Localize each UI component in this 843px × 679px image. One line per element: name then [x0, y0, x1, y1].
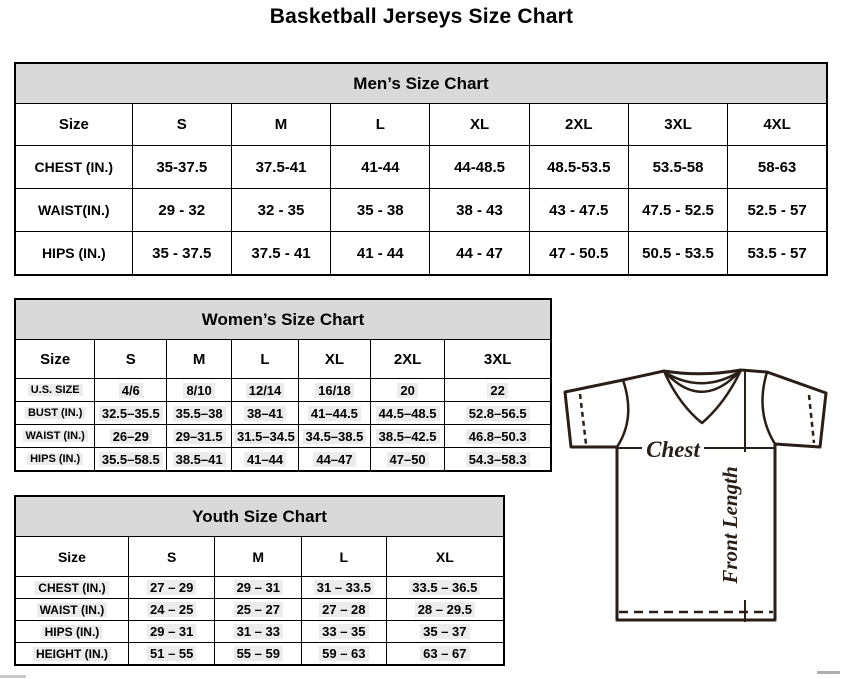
size-value	[302, 577, 387, 599]
column-header: 3XL	[445, 340, 551, 379]
table-row	[15, 643, 504, 666]
column-header: M	[167, 340, 232, 379]
size-value	[529, 146, 628, 189]
row-label	[15, 379, 95, 402]
column-header: 3XL	[628, 104, 727, 146]
left-corner-artifact-bar	[0, 675, 26, 678]
cell-text: 31.5–34.5	[234, 429, 298, 444]
size-value	[728, 232, 827, 276]
cell-text: 41-44	[361, 158, 400, 176]
cell-text: 29 - 32	[158, 201, 206, 219]
size-value	[299, 402, 371, 425]
cell-text: 35 - 38	[356, 201, 404, 219]
cell-text: 32.5–35.5	[99, 406, 163, 421]
cell-text: 47 - 50.5	[549, 244, 609, 262]
cell-text: 44-48.5	[454, 158, 505, 176]
chest-label: Chest	[646, 437, 700, 462]
size-value	[232, 402, 299, 425]
size-value	[302, 643, 387, 666]
size-value	[529, 232, 628, 276]
cell-text: 12/14	[246, 383, 285, 398]
cell-text: HIPS (IN.)	[41, 245, 106, 261]
size-value	[231, 232, 330, 276]
size-value	[445, 402, 551, 425]
cell-text: 54.3–58.3	[466, 452, 530, 467]
size-value	[128, 621, 215, 643]
row-label	[15, 402, 95, 425]
column-header: L	[232, 340, 299, 379]
jersey-line-art	[565, 369, 826, 622]
cell-text: HIPS (IN.)	[42, 625, 103, 639]
column-header: Size	[15, 340, 95, 379]
size-value	[628, 189, 727, 232]
cell-text: 63 – 67	[420, 646, 469, 661]
size-value	[167, 402, 232, 425]
column-header: L	[302, 537, 387, 577]
cell-text: 24 – 25	[147, 602, 196, 617]
cell-text: 43 - 47.5	[549, 201, 609, 219]
size-value	[370, 448, 445, 472]
size-value	[132, 189, 231, 232]
size-value	[215, 621, 302, 643]
size-value	[445, 425, 551, 448]
cell-text: 34.5–38.5	[303, 429, 367, 444]
size-value	[370, 379, 445, 402]
cell-text: 29 – 31	[147, 624, 196, 639]
column-header: 4XL	[728, 104, 827, 146]
table-row	[15, 577, 504, 599]
cell-text: 53.5 - 57	[747, 244, 807, 262]
table-row	[15, 448, 551, 472]
cell-text: 29 – 31	[234, 580, 283, 595]
size-value	[231, 189, 330, 232]
size-value	[95, 379, 167, 402]
cell-text: 48.5-53.5	[547, 158, 611, 176]
cell-text: 8/10	[183, 383, 214, 398]
cell-text: 38.5–42.5	[376, 429, 440, 444]
cell-text: 46.8–50.3	[466, 429, 530, 444]
cell-text: 35.5–38	[173, 406, 226, 421]
size-value	[215, 577, 302, 599]
size-value	[167, 379, 232, 402]
cell-text: 51 – 55	[147, 646, 196, 661]
cell-text: 33 – 35	[319, 624, 368, 639]
table-row	[15, 379, 551, 402]
size-value	[386, 643, 504, 666]
size-value	[128, 599, 215, 621]
size-value	[370, 425, 445, 448]
size-value	[728, 146, 827, 189]
cell-text: 41–44	[244, 452, 286, 467]
size-value	[215, 643, 302, 666]
cell-text: 38 - 43	[456, 201, 503, 219]
cell-text: 52.5 - 57	[747, 201, 807, 219]
youth-size-table	[14, 495, 505, 666]
cell-text: 47.5 - 52.5	[642, 201, 714, 219]
column-header: M	[215, 537, 302, 577]
size-value	[95, 448, 167, 472]
size-value	[430, 189, 529, 232]
mens-size-table	[14, 62, 828, 276]
size-value	[445, 448, 551, 472]
cell-text: 31 – 33.5	[314, 580, 374, 595]
table-row	[15, 425, 551, 448]
size-value	[445, 379, 551, 402]
cell-text: 41 - 44	[356, 244, 404, 262]
front-length-label: Front Length	[718, 466, 742, 584]
size-value	[331, 189, 430, 232]
row-label	[15, 621, 128, 643]
cell-text: 28 – 29.5	[415, 602, 475, 617]
table-title: Women’s Size Chart	[15, 299, 551, 340]
size-value	[628, 232, 727, 276]
size-value	[430, 232, 529, 276]
size-value	[231, 146, 330, 189]
size-value	[302, 621, 387, 643]
size-value	[232, 379, 299, 402]
jersey-measurement-diagram	[558, 360, 843, 624]
cell-text: 44 - 47	[456, 244, 503, 262]
cell-text: 52.8–56.5	[466, 406, 530, 421]
womens-size-table	[14, 298, 552, 472]
cell-text: WAIST (IN.)	[37, 603, 108, 617]
row-label	[15, 146, 132, 189]
cell-text: 50.5 - 53.5	[642, 244, 714, 262]
size-value	[529, 189, 628, 232]
cell-text: 41–44.5	[308, 406, 361, 421]
cell-text: 38.5–41	[173, 452, 226, 467]
cell-text: CHEST (IN.)	[34, 159, 114, 175]
cell-text: 33.5 – 36.5	[409, 580, 480, 595]
cell-text: 44.5–48.5	[376, 406, 440, 421]
size-value	[331, 146, 430, 189]
size-value	[302, 599, 387, 621]
column-header: Size	[15, 537, 128, 577]
size-value	[331, 232, 430, 276]
column-header: S	[132, 104, 231, 146]
row-label	[15, 189, 132, 232]
size-value	[628, 146, 727, 189]
row-label	[15, 232, 132, 276]
cell-text: CHEST (IN.)	[35, 581, 108, 595]
row-label	[15, 425, 95, 448]
size-value	[728, 189, 827, 232]
cell-text: HEIGHT (IN.)	[33, 647, 111, 661]
column-header: M	[231, 104, 330, 146]
row-label	[15, 643, 128, 666]
size-value	[430, 146, 529, 189]
cell-text: 20	[397, 383, 417, 398]
page-title: Basketball Jerseys Size Chart	[269, 5, 574, 28]
size-value	[215, 599, 302, 621]
cell-text: HIPS (IN.)	[27, 453, 83, 465]
cell-text: 31 – 33	[234, 624, 283, 639]
cell-text: 55 – 59	[234, 646, 283, 661]
column-header: XL	[299, 340, 371, 379]
cell-text: 27 – 29	[147, 580, 196, 595]
cell-text: 27 – 28	[319, 602, 368, 617]
size-value	[95, 402, 167, 425]
cell-text: WAIST(IN.)	[38, 202, 110, 218]
column-header: Size	[15, 104, 132, 146]
cell-text: 26–29	[110, 429, 152, 444]
table-title: Men’s Size Chart	[15, 63, 827, 104]
cell-text: 59 – 63	[319, 646, 368, 661]
cell-text: 22	[487, 383, 507, 398]
column-header: S	[95, 340, 167, 379]
size-value	[128, 577, 215, 599]
row-label	[15, 577, 128, 599]
cell-text: 37.5 - 41	[251, 244, 311, 262]
table-title: Youth Size Chart	[15, 496, 504, 537]
size-value	[386, 621, 504, 643]
column-header: 2XL	[370, 340, 445, 379]
size-value	[386, 577, 504, 599]
cell-text: WAIST (IN.)	[23, 430, 88, 442]
cell-text: 35 - 37.5	[152, 244, 212, 262]
size-value	[128, 643, 215, 666]
cell-text: 47–50	[387, 452, 429, 467]
cell-text: 25 – 27	[234, 602, 283, 617]
right-corner-artifact-bar	[817, 671, 840, 674]
cell-text: BUST (IN.)	[25, 407, 85, 419]
size-value	[299, 425, 371, 448]
size-value	[167, 425, 232, 448]
size-value	[167, 448, 232, 472]
row-label	[15, 448, 95, 472]
size-value	[132, 146, 231, 189]
column-header: XL	[386, 537, 504, 577]
size-value	[299, 448, 371, 472]
cell-text: 38–41	[244, 406, 286, 421]
cell-text: U.S. SIZE	[28, 384, 83, 396]
size-value	[386, 599, 504, 621]
table-row	[15, 189, 827, 232]
cell-text: 35 – 37	[420, 624, 469, 639]
row-label	[15, 599, 128, 621]
table-row	[15, 621, 504, 643]
cell-text: 16/18	[315, 383, 354, 398]
cell-text: 37.5-41	[255, 158, 307, 176]
table-row	[15, 599, 504, 621]
cell-text: 4/6	[119, 383, 143, 398]
size-value	[232, 425, 299, 448]
cell-text: 35.5–58.5	[99, 452, 163, 467]
size-value	[299, 379, 371, 402]
size-value	[232, 448, 299, 472]
column-header: 2XL	[529, 104, 628, 146]
cell-text: 29–31.5	[173, 429, 226, 444]
size-value	[370, 402, 445, 425]
cell-text: 44–47	[313, 452, 355, 467]
column-header: L	[331, 104, 430, 146]
jersey-outline	[565, 370, 826, 620]
table-row	[15, 232, 827, 276]
column-header: S	[128, 537, 215, 577]
cell-text: 32 - 35	[257, 201, 305, 219]
table-row	[15, 146, 827, 189]
cell-text: 53.5-58	[652, 158, 704, 176]
cell-text: 35-37.5	[156, 158, 208, 176]
size-value	[95, 425, 167, 448]
table-row	[15, 402, 551, 425]
cell-text: 58-63	[757, 158, 797, 176]
size-value	[132, 232, 231, 276]
column-header: XL	[430, 104, 529, 146]
